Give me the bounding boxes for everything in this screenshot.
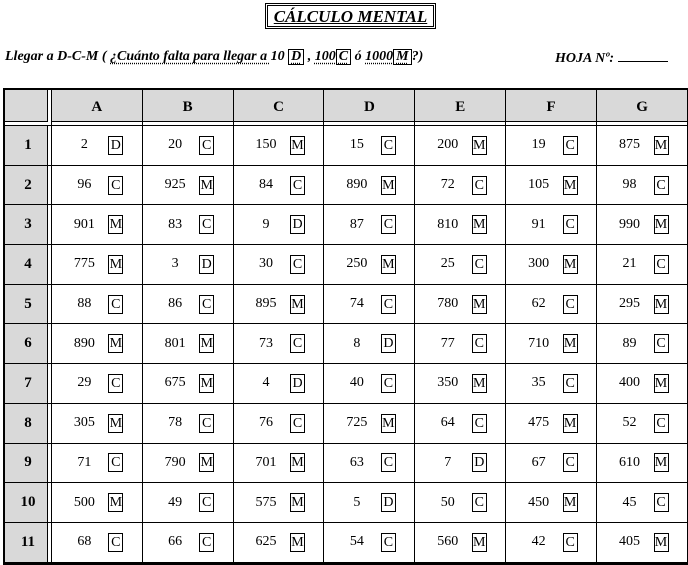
exercise-number: 790 bbox=[164, 454, 186, 470]
target-letter-box: M bbox=[109, 336, 123, 352]
exercise-number: 3 bbox=[171, 256, 179, 272]
row-header: 3 bbox=[5, 205, 52, 245]
exercise-number: 710 bbox=[528, 335, 550, 351]
target-letter-box: C bbox=[290, 255, 305, 274]
exercise-number: 475 bbox=[528, 415, 550, 431]
exercise-number: 40 bbox=[349, 375, 364, 391]
exercise-number: 300 bbox=[528, 256, 550, 272]
table-row bbox=[5, 483, 688, 523]
sheet-number: HOJA Nº: bbox=[555, 49, 668, 67]
exercise-number: 801 bbox=[164, 335, 186, 351]
exercise-number: 875 bbox=[619, 137, 641, 153]
exercise-number: 62 bbox=[531, 296, 546, 312]
exercise-number: 98 bbox=[622, 177, 637, 193]
row-header: 1 bbox=[5, 126, 52, 166]
exercise-number: 295 bbox=[619, 296, 641, 312]
exercise-number: 890 bbox=[346, 177, 368, 193]
exercise-number: 625 bbox=[255, 534, 277, 550]
exercise-cell bbox=[415, 324, 506, 364]
exercise-number: 49 bbox=[168, 494, 183, 510]
exercise-cell bbox=[143, 364, 234, 404]
exercise-cell bbox=[234, 205, 325, 245]
target-letter-box: C bbox=[199, 295, 214, 314]
exercise-cell bbox=[415, 523, 506, 563]
exercise-number: 19 bbox=[531, 137, 546, 153]
exercise-cell bbox=[52, 205, 143, 245]
exercise-cell bbox=[324, 483, 415, 523]
exercise-cell bbox=[143, 166, 234, 206]
exercise-cell bbox=[234, 126, 325, 166]
exercise-number: 66 bbox=[168, 534, 183, 550]
row-header: 2 bbox=[5, 166, 52, 206]
exercise-number: 9 bbox=[262, 216, 270, 232]
exercise-cell bbox=[506, 404, 597, 444]
target-letter-box: D bbox=[381, 493, 396, 512]
row-header: 6 bbox=[5, 324, 52, 364]
target-letter-box: C bbox=[654, 414, 669, 433]
table-row bbox=[5, 523, 688, 563]
exercise-cell bbox=[52, 523, 143, 563]
target-letter-box: M bbox=[109, 495, 123, 511]
target-letter-box: C bbox=[108, 176, 123, 195]
target-letter-box: M bbox=[563, 495, 577, 511]
target-letter-box: D bbox=[290, 215, 305, 234]
exercise-number: 15 bbox=[349, 137, 364, 153]
exercise-cell bbox=[234, 166, 325, 206]
target-letter-box: C bbox=[108, 295, 123, 314]
page-title: CÁLCULO MENTAL bbox=[265, 3, 436, 29]
exercise-number: 68 bbox=[77, 534, 92, 550]
exercise-cell bbox=[52, 444, 143, 484]
target-letter-box: C bbox=[290, 414, 305, 433]
exercise-number: 725 bbox=[346, 415, 368, 431]
exercise-number: 610 bbox=[619, 454, 641, 470]
target-letter-box: M bbox=[109, 415, 123, 431]
exercise-number: 71 bbox=[77, 454, 92, 470]
exercise-cell bbox=[415, 285, 506, 325]
target-letter-box: M bbox=[654, 137, 668, 153]
instructions: Llegar a D-C-M ( ¿Cuánto falta para llegar a 10 D , 100 C ó 1000 M ?) bbox=[5, 49, 424, 64]
exercise-cell bbox=[506, 166, 597, 206]
exercise-cell bbox=[415, 364, 506, 404]
exercise-cell bbox=[597, 444, 688, 484]
exercise-number: 4 bbox=[262, 375, 270, 391]
exercise-number: 901 bbox=[73, 216, 95, 232]
exercise-cell bbox=[52, 126, 143, 166]
target-letter-box: C bbox=[199, 414, 214, 433]
target-letter-box: C bbox=[472, 493, 487, 512]
exercise-cell bbox=[506, 126, 597, 166]
exercise-number: 86 bbox=[168, 296, 183, 312]
exercise-cell bbox=[597, 483, 688, 523]
exercise-cell bbox=[324, 285, 415, 325]
target-letter-box: M bbox=[382, 415, 395, 431]
exercise-number: 450 bbox=[528, 494, 550, 510]
target-letter-box: M bbox=[109, 256, 123, 272]
exercise-number: 675 bbox=[164, 375, 186, 391]
exercise-cell bbox=[415, 483, 506, 523]
exercise-cell bbox=[143, 483, 234, 523]
target-letter-box: C bbox=[654, 255, 669, 274]
exercise-number: 91 bbox=[531, 216, 546, 232]
target-letter-box: M bbox=[291, 296, 304, 312]
target-letter-box: C bbox=[381, 295, 396, 314]
exercise-number: 21 bbox=[622, 256, 637, 272]
target-letter-box: M bbox=[473, 296, 486, 312]
target-letter-box: C bbox=[654, 176, 669, 195]
row-header: 8 bbox=[5, 404, 52, 444]
target-letter-box: M bbox=[382, 256, 395, 272]
exercise-number: 63 bbox=[349, 454, 364, 470]
column-header: G bbox=[597, 90, 688, 126]
target-letter-box: M bbox=[109, 217, 123, 233]
exercise-cell bbox=[234, 285, 325, 325]
exercise-cell bbox=[143, 404, 234, 444]
exercise-cell bbox=[52, 364, 143, 404]
column-header: A bbox=[52, 90, 143, 126]
exercise-cell bbox=[52, 285, 143, 325]
exercise-number: 250 bbox=[346, 256, 368, 272]
exercise-number: 73 bbox=[259, 335, 274, 351]
exercise-number: 305 bbox=[73, 415, 95, 431]
exercise-number: 895 bbox=[255, 296, 277, 312]
exercise-cell bbox=[143, 523, 234, 563]
target-letter-box: C bbox=[563, 374, 578, 393]
exercise-cell bbox=[597, 324, 688, 364]
exercise-number: 500 bbox=[73, 494, 95, 510]
row-header: 4 bbox=[5, 245, 52, 285]
exercise-cell bbox=[597, 404, 688, 444]
exercise-cell bbox=[597, 245, 688, 285]
exercise-cell bbox=[324, 245, 415, 285]
target-letter-box: D bbox=[199, 255, 214, 274]
exercise-cell bbox=[234, 404, 325, 444]
exercise-number: 890 bbox=[73, 335, 95, 351]
exercise-cell bbox=[506, 364, 597, 404]
exercise-cell bbox=[415, 205, 506, 245]
target-letter-box: M bbox=[563, 177, 577, 193]
column-header: E bbox=[415, 90, 506, 126]
corner-cell bbox=[5, 90, 52, 126]
target-letter-box: M bbox=[654, 534, 668, 550]
target-letter-box: C bbox=[199, 533, 214, 552]
exercise-cell bbox=[324, 404, 415, 444]
target-letter-box: M bbox=[291, 137, 304, 153]
exercise-number: 780 bbox=[437, 296, 459, 312]
exercise-cell bbox=[415, 404, 506, 444]
exercise-cell bbox=[234, 364, 325, 404]
table-row bbox=[5, 285, 688, 325]
exercise-cell bbox=[324, 166, 415, 206]
target-letter-box: D bbox=[108, 136, 123, 155]
exercise-cell bbox=[143, 285, 234, 325]
row-header: 10 bbox=[5, 483, 52, 523]
column-header: C bbox=[234, 90, 325, 126]
target-letter-box: C bbox=[563, 295, 578, 314]
exercise-cell bbox=[324, 205, 415, 245]
header-row bbox=[5, 90, 688, 126]
target-letter-box: M bbox=[473, 534, 486, 550]
exercise-cell bbox=[506, 483, 597, 523]
target-letter-box: M bbox=[473, 375, 486, 391]
sheet-number-blank[interactable] bbox=[618, 49, 668, 62]
exercise-number: 64 bbox=[440, 415, 455, 431]
target-letter-box: C bbox=[381, 374, 396, 393]
target-letter-box: M bbox=[200, 455, 213, 471]
target-letter-box: C bbox=[199, 136, 214, 155]
exercise-number: 810 bbox=[437, 216, 459, 232]
exercise-number: 20 bbox=[168, 137, 183, 153]
exercise-cell bbox=[143, 245, 234, 285]
target-letter-box: C bbox=[290, 176, 305, 195]
target-letter-box: M bbox=[654, 455, 668, 471]
exercise-cell bbox=[597, 285, 688, 325]
exercise-cell bbox=[415, 126, 506, 166]
exercise-number: 575 bbox=[255, 494, 277, 510]
target-letter-box: M bbox=[291, 455, 304, 471]
exercise-number: 89 bbox=[622, 335, 637, 351]
exercise-cell bbox=[506, 444, 597, 484]
row-header: 9 bbox=[5, 444, 52, 484]
exercise-number: 560 bbox=[437, 534, 459, 550]
exercise-number: 52 bbox=[622, 415, 637, 431]
exercise-cell bbox=[415, 245, 506, 285]
exercise-number: 78 bbox=[168, 415, 183, 431]
target-letter-box: M bbox=[563, 415, 577, 431]
exercise-number: 77 bbox=[440, 335, 455, 351]
target-letter-box: C bbox=[199, 215, 214, 234]
exercise-cell bbox=[506, 205, 597, 245]
exercise-cell bbox=[234, 444, 325, 484]
exercise-cell bbox=[324, 444, 415, 484]
target-letter-box: M bbox=[473, 217, 486, 233]
table-row bbox=[5, 324, 688, 364]
target-letter-box: M bbox=[473, 137, 486, 153]
target-letter-box: M bbox=[200, 375, 213, 391]
exercise-cell bbox=[324, 126, 415, 166]
exercise-cell bbox=[52, 324, 143, 364]
column-header: D bbox=[324, 90, 415, 126]
exercise-number: 2 bbox=[80, 137, 88, 153]
table-row bbox=[5, 205, 688, 245]
exercise-number: 400 bbox=[619, 375, 641, 391]
target-letter-box: C bbox=[108, 533, 123, 552]
exercise-cell bbox=[506, 245, 597, 285]
exercise-number: 54 bbox=[349, 534, 364, 550]
exercise-number: 35 bbox=[531, 375, 546, 391]
exercise-number: 200 bbox=[437, 137, 459, 153]
target-letter-box: C bbox=[472, 176, 487, 195]
exercise-cell bbox=[324, 364, 415, 404]
exercise-cell bbox=[324, 324, 415, 364]
target-letter-box: C bbox=[381, 215, 396, 234]
target-letter-box: M bbox=[654, 296, 668, 312]
exercise-cell bbox=[597, 126, 688, 166]
target-letter-box: C bbox=[472, 414, 487, 433]
target-letter-box: M bbox=[654, 217, 668, 233]
exercise-number: 87 bbox=[349, 216, 364, 232]
target-letter-box: C bbox=[199, 493, 214, 512]
exercise-table bbox=[3, 88, 688, 565]
exercise-cell bbox=[234, 523, 325, 563]
target-letter-box: M bbox=[563, 256, 577, 272]
exercise-number: 990 bbox=[619, 216, 641, 232]
exercise-cell bbox=[143, 444, 234, 484]
target-letter-box: M bbox=[382, 177, 395, 193]
exercise-cell bbox=[506, 523, 597, 563]
row-header: 7 bbox=[5, 364, 52, 404]
target-letter-box: C bbox=[563, 136, 578, 155]
row-header: 5 bbox=[5, 285, 52, 325]
exercise-number: 105 bbox=[528, 177, 550, 193]
exercise-number: 96 bbox=[77, 177, 92, 193]
exercise-cell bbox=[52, 404, 143, 444]
target-letter-box: C bbox=[472, 255, 487, 274]
exercise-cell bbox=[143, 126, 234, 166]
target-letter-box: D bbox=[472, 453, 487, 472]
exercise-number: 67 bbox=[531, 454, 546, 470]
target-letter-box: C bbox=[108, 453, 123, 472]
exercise-cell bbox=[506, 324, 597, 364]
exercise-number: 150 bbox=[255, 137, 277, 153]
table-row bbox=[5, 166, 688, 206]
target-letter-box: M bbox=[291, 495, 304, 511]
target-letter-box: M bbox=[654, 375, 668, 391]
exercise-number: 925 bbox=[164, 177, 186, 193]
exercise-cell bbox=[143, 205, 234, 245]
exercise-number: 29 bbox=[77, 375, 92, 391]
exercise-cell bbox=[234, 324, 325, 364]
table-row bbox=[5, 245, 688, 285]
target-letter-box: C bbox=[290, 334, 305, 353]
target-letter-box: C bbox=[654, 493, 669, 512]
exercise-cell bbox=[597, 364, 688, 404]
exercise-number: 5 bbox=[353, 494, 361, 510]
exercise-cell bbox=[415, 166, 506, 206]
exercise-cell bbox=[597, 205, 688, 245]
table-row bbox=[5, 126, 688, 166]
target-letter-box: D bbox=[381, 334, 396, 353]
target-letter-box: M bbox=[563, 336, 577, 352]
exercise-cell bbox=[597, 523, 688, 563]
exercise-cell bbox=[324, 523, 415, 563]
exercise-number: 88 bbox=[77, 296, 92, 312]
target-letter-box: C bbox=[472, 334, 487, 353]
column-header: B bbox=[143, 90, 234, 126]
target-letter-box: C bbox=[108, 374, 123, 393]
target-letter-box: M bbox=[291, 534, 304, 550]
exercise-cell bbox=[234, 245, 325, 285]
exercise-number: 350 bbox=[437, 375, 459, 391]
target-letter-box: C bbox=[381, 136, 396, 155]
exercise-number: 701 bbox=[255, 454, 277, 470]
target-letter-box: C bbox=[381, 453, 396, 472]
exercise-cell bbox=[143, 324, 234, 364]
exercise-number: 45 bbox=[622, 494, 637, 510]
exercise-cell bbox=[506, 285, 597, 325]
exercise-number: 76 bbox=[259, 415, 274, 431]
exercise-cell bbox=[52, 166, 143, 206]
exercise-cell bbox=[415, 444, 506, 484]
exercise-cell bbox=[234, 483, 325, 523]
exercise-number: 83 bbox=[168, 216, 183, 232]
exercise-number: 7 bbox=[444, 454, 452, 470]
target-letter-box: C bbox=[563, 533, 578, 552]
exercise-number: 74 bbox=[349, 296, 364, 312]
exercise-number: 30 bbox=[259, 256, 274, 272]
exercise-number: 25 bbox=[440, 256, 455, 272]
exercise-number: 8 bbox=[353, 335, 361, 351]
column-header: F bbox=[506, 90, 597, 126]
target-letter-box: M bbox=[200, 177, 213, 193]
target-letter-box: C bbox=[563, 215, 578, 234]
row-header: 11 bbox=[5, 523, 52, 563]
exercise-cell bbox=[52, 245, 143, 285]
target-letter-box: D bbox=[290, 374, 305, 393]
table-row bbox=[5, 404, 688, 444]
target-letter-box: C bbox=[654, 334, 669, 353]
target-letter-box: M bbox=[200, 336, 213, 352]
exercise-number: 775 bbox=[73, 256, 95, 272]
target-letter-box: C bbox=[381, 533, 396, 552]
exercise-number: 405 bbox=[619, 534, 641, 550]
exercise-number: 42 bbox=[531, 534, 546, 550]
exercise-number: 50 bbox=[440, 494, 455, 510]
exercise-cell bbox=[597, 166, 688, 206]
exercise-number: 72 bbox=[440, 177, 455, 193]
table-row bbox=[5, 364, 688, 404]
table-row bbox=[5, 444, 688, 484]
exercise-number: 84 bbox=[259, 177, 274, 193]
target-letter-box: C bbox=[563, 453, 578, 472]
exercise-cell bbox=[52, 483, 143, 523]
